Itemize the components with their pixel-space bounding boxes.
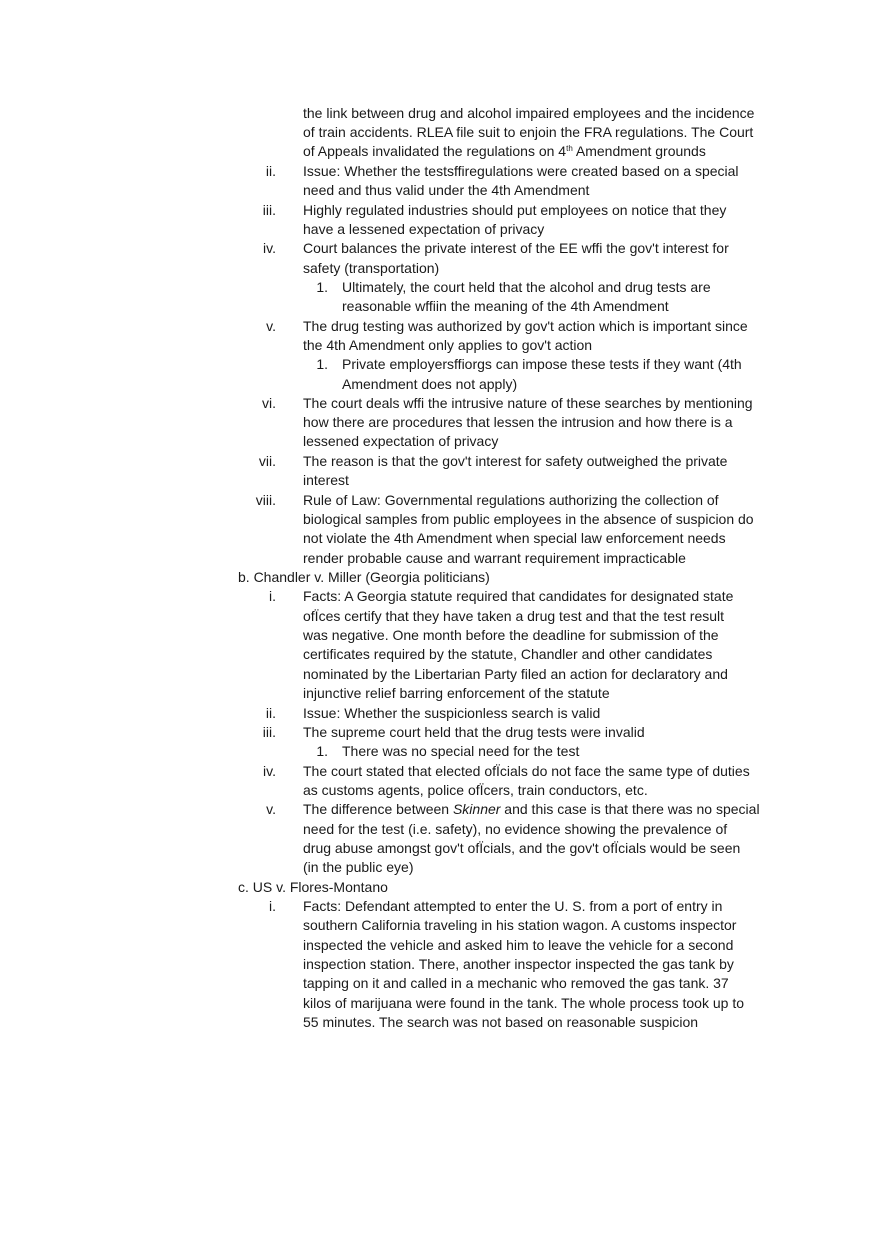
text-line: The court stated that elected ofÏcials do not face the same type of duties [303, 763, 750, 779]
list-number: i. [269, 588, 276, 604]
text-line: the link between drug and alcohol impaired employees and the incidence [303, 105, 755, 121]
text-line: Amendment does not apply) [342, 376, 518, 392]
list-number: v. [266, 318, 276, 334]
text-line: certificates required by the statute, Chandler and other candidates [303, 646, 713, 662]
list-number: iii. [262, 202, 276, 218]
text-line: safety (transportation) [303, 260, 440, 276]
text-line: inspection station. There, another inspector inspected the gas tank by [303, 956, 734, 972]
text-line: tapping on it and called in a mechanic who removed the gas tank. 37 [303, 975, 729, 991]
list-number: 1. [316, 279, 328, 295]
list-number: 1. [316, 743, 328, 759]
text-line: Issue: Whether the suspicionless search is valid [303, 705, 601, 721]
text-line: of Appeals invalidated the regulations on 4th Amendment grounds [303, 143, 706, 159]
section-heading: b. Chandler v. Miller (Georgia politicians) [238, 569, 490, 585]
case-name-italic: Skinner [452, 801, 501, 817]
text-line: ofÏces certify that they have taken a drug test and that the test result [303, 608, 725, 624]
text-line: Ultimately, the court held that the alcohol and drug tests are [342, 279, 711, 295]
text-line: Facts: A Georgia statute required that candidates for designated state [303, 588, 734, 604]
text-line: Issue: Whether the testsffiregulations were created based on a special [303, 163, 739, 179]
text-line: The difference between Skinner and this case is that there was no special [303, 801, 760, 817]
list-number: vii. [258, 453, 276, 469]
text-line: inspected the vehicle and asked him to leave the vehicle for a second [303, 937, 734, 953]
text-line: the 4th Amendment only applies to gov't action [303, 337, 593, 353]
text-line: (in the public eye) [303, 859, 414, 875]
text-line: kilos of marijuana were found in the tank. The whole process took up to [303, 995, 744, 1011]
text-line: The drug testing was authorized by gov't action which is important since [303, 318, 748, 334]
text-line: how there are procedures that lessen the intrusion and how there is a [303, 414, 733, 430]
text-line: need for the test (i.e. safety), no evidence showing the prevalence of [303, 821, 728, 837]
list-number: iv. [263, 240, 276, 256]
text-line: injunctive relief barring enforcement of the statute [303, 685, 610, 701]
text-line: Facts: Defendant attempted to enter the U. S. from a port of entry in [303, 898, 723, 914]
list-number: ii. [265, 705, 276, 721]
text-line: Highly regulated industries should put employees on notice that they [303, 202, 727, 218]
superscript: th [566, 144, 573, 153]
text-line: Private employersffiorgs can impose these tests if they want (4th [342, 356, 742, 372]
text-line: interest [303, 472, 349, 488]
text-line: Rule of Law: Governmental regulations authorizing the collection of [303, 492, 719, 508]
text-line: drug abuse amongst gov't ofÏcials, and the gov't ofÏcials would be seen [303, 840, 741, 856]
text-line: biological samples from public employees in the absence of suspicion do [303, 511, 754, 527]
text-line: was negative. One month before the deadline for submission of the [303, 627, 719, 643]
text-line: as customs agents, police ofÏcers, train conductors, etc. [303, 782, 648, 798]
text-line: need and thus valid under the 4th Amendment [303, 182, 590, 198]
text-line: 55 minutes. The search was not based on reasonable suspicion [303, 1014, 699, 1030]
text-line: There was no special need for the test [342, 743, 580, 759]
text-line: The reason is that the gov't interest for safety outweighed the private [303, 453, 728, 469]
list-number: iii. [262, 724, 276, 740]
text-line: not violate the 4th Amendment when special law enforcement needs [303, 530, 726, 546]
list-number: iv. [263, 763, 276, 779]
text-line: The court deals wffi the intrusive nature of these searches by mentioning [303, 395, 753, 411]
text-line: Court balances the private interest of the EE wffi the gov't interest for [303, 240, 729, 256]
text-line: The supreme court held that the drug tests were invalid [303, 724, 645, 740]
list-number: ii. [265, 163, 276, 179]
text-line: have a lessened expectation of privacy [303, 221, 545, 237]
list-number: v. [266, 801, 276, 817]
text-line: render probable cause and warrant requirement impracticable [303, 550, 686, 566]
list-number: i. [269, 898, 276, 914]
list-number: 1. [316, 356, 328, 372]
text-line: southern California traveling in his station wagon. A customs inspector [303, 917, 737, 933]
section-heading: c. US v. Flores-Montano [238, 879, 388, 895]
text-line: of train accidents. RLEA file suit to enjoin the FRA regulations. The Court [303, 124, 754, 140]
text-line: reasonable wffiin the meaning of the 4th Amendment [342, 298, 669, 314]
text-line: lessened expectation of privacy [303, 433, 499, 449]
list-number: vi. [262, 395, 276, 411]
text-line: nominated by the Libertarian Party filed an action for declaratory and [303, 666, 728, 682]
list-number: viii. [255, 492, 276, 508]
